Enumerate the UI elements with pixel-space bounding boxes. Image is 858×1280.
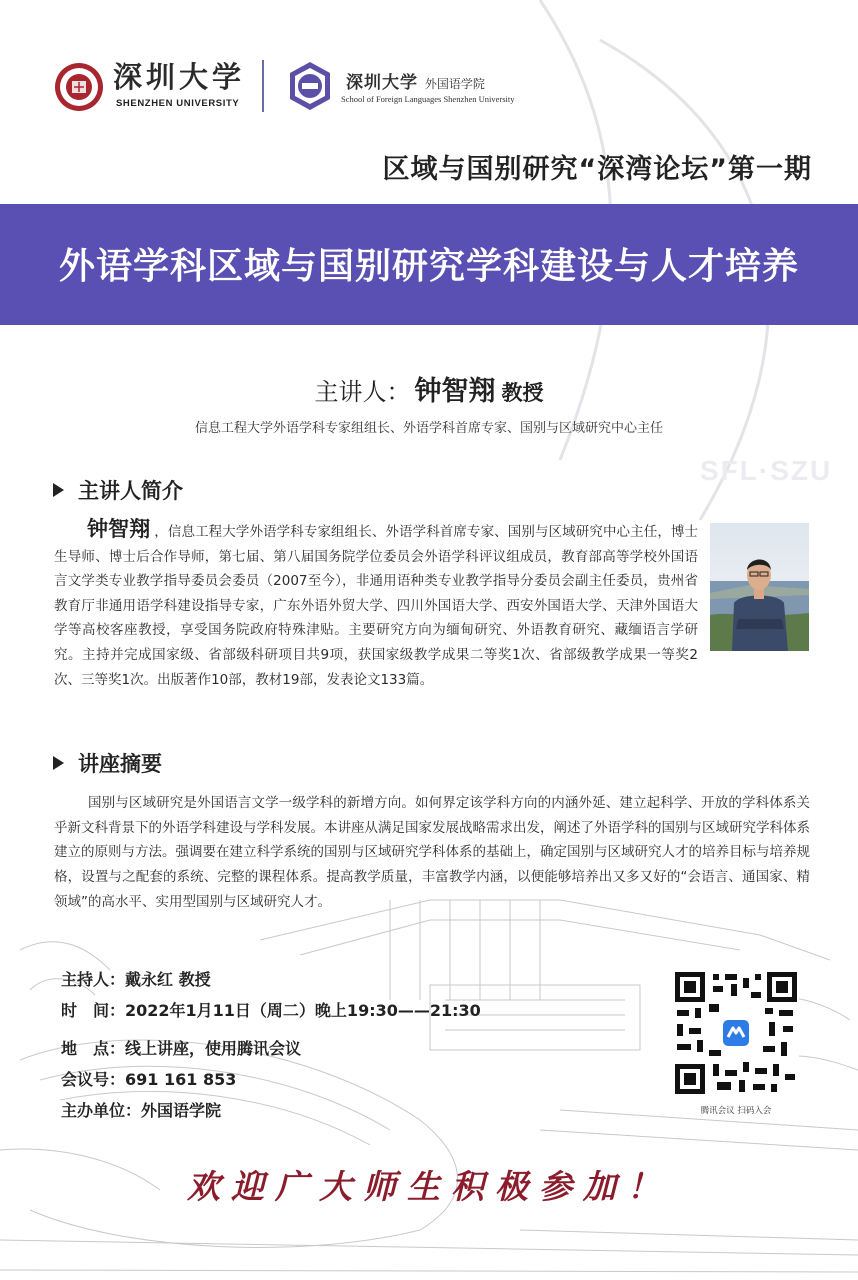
shenzhen-university-seal-icon — [54, 62, 104, 112]
speaker-label: 主讲人： — [314, 378, 411, 406]
place-info: 地 点：线上讲座，使用腾讯会议 — [61, 1039, 302, 1058]
speaker-title: 教授 — [501, 381, 544, 405]
bio-heading — [53, 475, 183, 505]
triangle-bullet-icon — [53, 483, 64, 497]
school-name-cn-main: 深圳大学 — [346, 73, 418, 93]
sfl-watermark: SFL·SZU — [700, 455, 833, 486]
university-name-cn: 深圳大学 — [113, 60, 246, 94]
time-info: 时 间：2022年1月11日（周二）晚上19:30——21:30 — [61, 1001, 481, 1020]
bio-heading-label: 主讲人简介 — [78, 479, 183, 503]
bio-text: ，信息工程大学外语学科专家组组长、外语学科首席专家、国别与区域研究中心主任，博士生导师、博士后合作导师，第七届、第八届国务院学位委员会外语学科评议组成员，教育部高等学校外国语言文学类专业教学指导委员会委员（2007至今），非通用语种类专业教学指导分委员会副主任委员，贵州省教育厅非通用语学科建设指导专家，广东外语外贸大学、四川外国语大学、西安外国语大学、天津外国语大学等高校客座教授，享受国务院政府特殊津贴。主要研究方向为缅甸研究、外语教育研究、藏缅语言学研究。主持并完成国家级、省部级科研项目共9项，获国家级教学成果二等奖1次、省部级教学成果一等奖2次、三等奖1次。出版著作10部，教材19部，发表论文133篇。 — [54, 524, 699, 688]
qr-caption: 腾讯会议 扫码入会 — [700, 1106, 772, 1116]
school-name-cn — [346, 68, 485, 93]
speaker-line — [0, 369, 858, 408]
school-name-en: School of Foreign Languages Shenzhen University — [341, 94, 515, 104]
triangle-bullet-icon — [53, 756, 64, 770]
bio-speaker-name: 钟智翔 — [87, 517, 151, 541]
organizer-info: 主办单位：外国语学院 — [61, 1101, 222, 1120]
host-info: 主持人：戴永红 教授 — [61, 970, 211, 989]
welcome-slogan: 欢迎广大师生积极参加！ — [187, 1167, 671, 1206]
university-name-en: SHENZHEN UNIVERSITY — [116, 98, 240, 109]
speaker-name: 钟智翔 — [414, 376, 496, 407]
speaker-photo — [710, 523, 809, 651]
lecture-abstract: 国别与区域研究是外国语言文学一级学科的新增方向。如何界定该学科方向的内涵外延、建立起科学、开放的学科体系关乎新文科背景下的外语学科建设与学科发展。本讲座从满足国家发展战略需求出发，阐述了外语学科的国别与区域研究学科体系建立的原则与方法。强调要在建立科学系统的国别与区域研究学科体系的基础上，确定国别与区域研究人才的培养目标与培养规格，设置与之配套的系统、完整的课程体系。提高教学质量，丰富教学内涵，以便能够培养出又多又好的“会语言、通国家、精领域”的高水平、实用型国别与区域研究人才。 — [54, 795, 810, 910]
school-name-cn-suffix: 外国语学院 — [424, 77, 485, 91]
sfl-emblem-icon — [285, 61, 335, 111]
abstract-heading-label: 讲座摘要 — [78, 752, 162, 776]
meeting-qr-code[interactable] — [673, 970, 799, 1096]
logo-divider — [262, 60, 264, 112]
meeting-id-info: 会议号：691 161 853 — [61, 1070, 237, 1089]
speaker-bio — [54, 517, 809, 692]
abstract-heading — [53, 748, 162, 778]
speaker-affiliation: 信息工程大学外语学科专家组组长、外语学科首席专家、国别与区域研究中心主任 — [194, 421, 663, 436]
forum-title: 区域与国别研究“深湾论坛”第一期 — [382, 154, 812, 185]
lecture-title: 外语学科区域与国别研究学科建设与人才培养 — [58, 246, 799, 287]
